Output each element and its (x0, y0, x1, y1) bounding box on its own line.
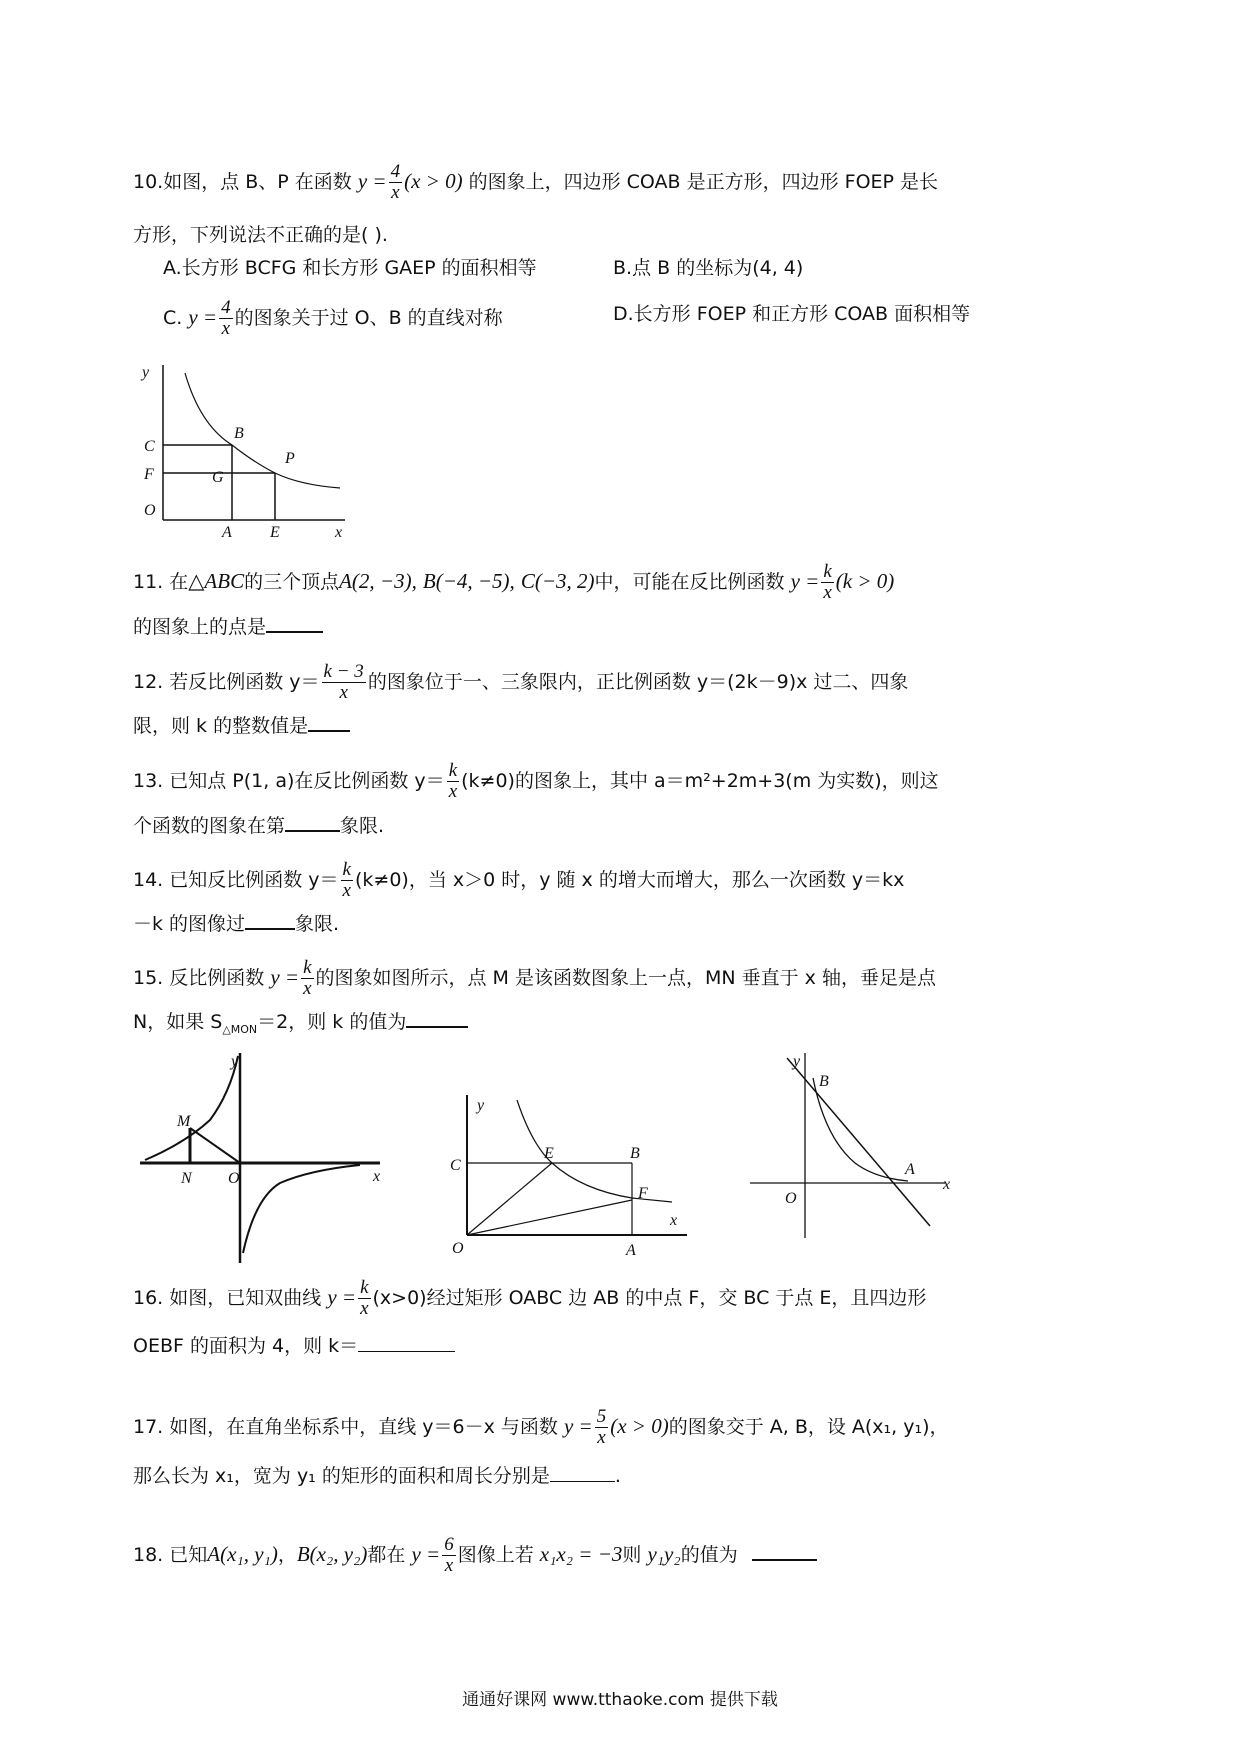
q16-fig-label-o: O (452, 1240, 464, 1257)
q11-point-b: B(−4, −5), (422, 569, 515, 593)
q15-figure (135, 1048, 395, 1268)
q13-line1: 13. 已知点 P(1, a)在反比例函数 y＝ $\frac{k}{x}$ (k≠0)的图象上，其中 a＝m²+2m+3(m 为实数)，则这 (133, 760, 939, 802)
q16-fig-label-f: F (638, 1185, 648, 1202)
q15-line1: 15. 反比例函数 y = $\frac{k}{x}$ 的图象如图所示，点 M 是该函数图象上一点，MN 垂直于 x 轴，垂足是点 (133, 957, 936, 999)
q15-fig-label-x: x (373, 1168, 381, 1185)
q16-fig-label-y: y (477, 1097, 485, 1114)
q11-answer-blank (266, 613, 323, 633)
q18-answer-blank (752, 1541, 817, 1561)
q16-fig-label-e: E (544, 1145, 554, 1162)
q10-mid: 的图象上，四边形 COAB 是正方形，四边形 FOEP 是长 (468, 171, 939, 193)
q16-answer-blank (358, 1333, 455, 1352)
q16-figure (442, 1090, 702, 1260)
q15-fraction: $\frac{k}{x}$ (303, 957, 312, 999)
q10-line1: 10.如图，点 B、P 在函数 y = $\frac{4}{x}$ (x > 0) 的图象上，四边形 COAB 是正方形，四边形 FOEP 是长 (133, 161, 939, 203)
q10-fig-label-b: B (234, 425, 244, 442)
q10-figure (130, 355, 360, 540)
q10-fig-label-c: C (144, 438, 155, 455)
q12-line2: 限，则 k 的整数值是 (133, 712, 350, 739)
q11-line2: 的图象上的点是 (133, 613, 323, 640)
q11-point-c: C(−3, 2) (520, 569, 595, 593)
q16-fig-label-a: A (626, 1242, 636, 1259)
q15-fig-label-o: O (228, 1170, 240, 1187)
q17-fig-label-a: A (905, 1161, 915, 1178)
q11-fraction: $\frac{k}{x}$ (823, 561, 832, 603)
q13-line2: 个函数的图象在第 象限. (133, 812, 384, 839)
q15-answer-blank (406, 1008, 468, 1028)
page-footer: 通通好课网 www.tthaoke.com 提供下载 (462, 1690, 778, 1710)
q11-line1: 11. 在△ABC的三个顶点A(2, −3), B(−4, −5), C(−3, 2)中，可能在反比例函数 y = $\frac{k}{x}$ (k > 0) (133, 561, 895, 603)
q12-answer-blank (308, 712, 350, 732)
q10-fig-label-a: A (222, 524, 232, 540)
q10-fig-label-p: P (285, 450, 295, 467)
q17-line2: 那么长为 x₁，宽为 y₁ 的矩形的面积和周长分别是 . (133, 1465, 621, 1487)
q18-point-b: B(x₂, y₂) (296, 1542, 368, 1566)
q17-fig-label-y: y (793, 1053, 801, 1070)
q16-line2: OEBF 的面积为 4，则 k＝ (133, 1333, 455, 1359)
q10-fraction: $\frac{4}{x}$ (390, 161, 401, 203)
q17-answer-blank (550, 1463, 615, 1482)
q10-option-c-fraction: $\frac{4}{x}$ (221, 297, 231, 339)
q10-fig-label-f: F (144, 466, 154, 483)
q11-triangle: △ABC (188, 569, 245, 593)
q13-fraction: $\frac{k}{x}$ (448, 760, 458, 802)
q17-fig-label-x: x (943, 1176, 951, 1193)
q18-line1: 18. 已知A(x₁, y₁)，B(x₂, y₂)都在 y = $\frac{6}{x}$ 图像上若 x₁x₂ = −3则 y₁y₂的值为 (133, 1535, 817, 1576)
q10-fig-label-e: E (270, 524, 280, 540)
q10-fig-label-g: G (212, 469, 224, 486)
q14-answer-blank (245, 910, 295, 930)
q18-product: y₁y₂ (647, 1542, 681, 1566)
q18-condition: x₁x₂ = −3 (539, 1542, 623, 1566)
q10-line2: 方形，下列说法不正确的是( ). (133, 224, 388, 246)
q18-point-a: A(x₁, y₁) (207, 1542, 278, 1566)
q16-fig-label-c: C (450, 1157, 461, 1174)
q17-figure (745, 1048, 970, 1248)
q16-line1: 16. 如图，已知双曲线 y = $\frac{k}{x}$ (x>0)经过矩形 OABC 边 AB 的中点 F，交 BC 于点 E，且四边形 (133, 1277, 927, 1319)
q17-fraction: $\frac{5}{x}$ (596, 1406, 607, 1448)
q16-fig-label-x: x (670, 1212, 678, 1229)
q14-line1: 14. 已知反比例函数 y＝ $\frac{k}{x}$ (k≠0)，当 x＞0 时，y 随 x 的增大而增大，那么一次函数 y＝kx (133, 859, 905, 901)
q15-fig-label-y: y (231, 1053, 239, 1070)
q14-line2: －k 的图像过 象限. (133, 910, 339, 937)
q12-line1: 12. 若反比例函数 y＝ $\frac{k - 3}{x}$ 的图象位于一、三象限内，正比例函数 y＝(2k－9)x 过二、四象 (133, 661, 909, 703)
q17-fig-label-o: O (785, 1190, 797, 1207)
q12-fraction: $\frac{k - 3}{x}$ (323, 661, 364, 703)
q13-answer-blank (285, 812, 340, 832)
q17-fig-label-b: B (819, 1073, 829, 1090)
q11-point-a: A(2, −3), (339, 569, 417, 593)
q14-fraction: $\frac{k}{x}$ (342, 859, 351, 901)
q17-line1: 17. 如图，在直角坐标系中，直线 y＝6－x 与函数 y = $\frac{5}{x}$ (x > 0)的图象交于 A, B，设 A(x₁, y₁)， (133, 1406, 949, 1448)
q16-fraction: $\frac{k}{x}$ (360, 1277, 369, 1319)
q16-fig-label-b: B (630, 1145, 640, 1162)
q10-option-a: A.长方形 BCFG 和长方形 GAEP 的面积相等 (163, 257, 537, 279)
q10-option-d: D.长方形 FOEP 和正方形 COAB 面积相等 (613, 303, 971, 325)
q10-option-b: B.点 B 的坐标为(4, 4) (613, 257, 804, 279)
q15-line2: N，如果 $S_{\triangle MON}=2$，则 k 的值为 (133, 1008, 468, 1043)
q18-fraction: $\frac{6}{x}$ (444, 1534, 454, 1576)
q10-fig-label-o: O (144, 502, 156, 519)
q15-fig-label-n: N (181, 1170, 192, 1187)
q10-option-c: C. y = $\frac{4}{x}$ 的图象关于过 O、B 的直线对称 (163, 297, 503, 339)
q15-fig-label-m: M (177, 1113, 191, 1130)
q10-fig-label-y: y (142, 364, 150, 381)
q10-lead: 10.如图，点 B、P 在函数 (133, 171, 352, 193)
q10-fig-label-x: x (335, 524, 343, 540)
q10-condition: (x > 0) (404, 169, 463, 193)
